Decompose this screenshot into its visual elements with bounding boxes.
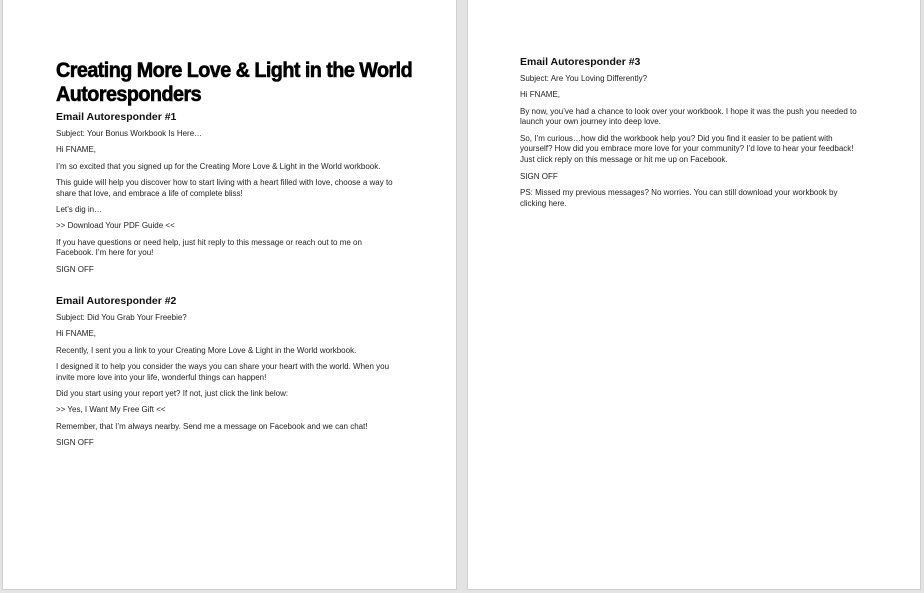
- free-gift-link: >> Yes, I Want My Free Gift <<: [56, 405, 166, 415]
- document-title: Creating More Love & Light in the World Autoresponders: [56, 58, 413, 106]
- email-heading: Email Autoresponder #1: [56, 111, 177, 123]
- paragraph: Let’s dig in…: [56, 204, 103, 214]
- document-page-2: [467, 0, 921, 590]
- sign-off: SIGN OFF: [56, 437, 94, 447]
- sign-off: SIGN OFF: [520, 171, 558, 181]
- subject-line: Subject: Are You Loving Differently?: [520, 74, 648, 83]
- email-1: [56, 111, 396, 275]
- postscript: PS: Missed my previous messages? No worries. You can still download your workbook by clicking here.: [520, 187, 838, 208]
- paragraph: By now, you’ve had a chance to look over your workbook. I hope it was the push you needed to launch your own journey into deep love.: [520, 106, 857, 127]
- email-3: [520, 56, 865, 209]
- sign-off: SIGN OFF: [56, 264, 94, 274]
- document-page-1: [2, 0, 457, 590]
- email-heading: Email Autoresponder #2: [56, 294, 177, 307]
- email-2: [56, 295, 396, 449]
- download-link: >> Download Your PDF Guide <<: [56, 221, 175, 231]
- paragraph: Remember, that I’m always nearby. Send me a message on Facebook and we can chat!: [56, 421, 368, 431]
- subject-line: Subject: Your Bonus Workbook Is Here…: [56, 129, 203, 138]
- paragraph: I designed it to help you consider the ways you can share your heart with the world. When you invite more love into your life, wonderful things can happen!: [56, 361, 390, 382]
- paragraph: If you have questions or need help, just hit reply to this message or reach out to me on Facebook. I’m here for you!: [56, 237, 362, 258]
- paragraph: Recently, I sent you a link to your Creating More Love & Light in the World workbook.: [56, 345, 357, 355]
- greeting: Hi FNAME,: [56, 145, 96, 155]
- greeting: Hi FNAME,: [520, 90, 560, 100]
- paragraph: So, I’m curious…how did the workbook help you? Did you find it easier to be patient with yourself? How did you embrace more love for your community? I’d love to hear your feedback! Just click reply on this message or hit me up on Facebook.: [520, 133, 854, 165]
- paragraph: Did you start using your report yet? If not, just click the link below:: [56, 388, 289, 398]
- paragraph: This guide will help you discover how to start living with a heart filled with love, choose a way to share that love, and embrace a life of complete bliss!: [56, 177, 393, 198]
- greeting: Hi FNAME,: [56, 329, 96, 339]
- paragraph: I’m so excited that you signed up for the Creating More Love & Light in the World workbook.: [56, 161, 381, 171]
- email-heading: Email Autoresponder #3: [520, 56, 641, 68]
- subject-line: Subject: Did You Grab Your Freebie?: [56, 312, 187, 322]
